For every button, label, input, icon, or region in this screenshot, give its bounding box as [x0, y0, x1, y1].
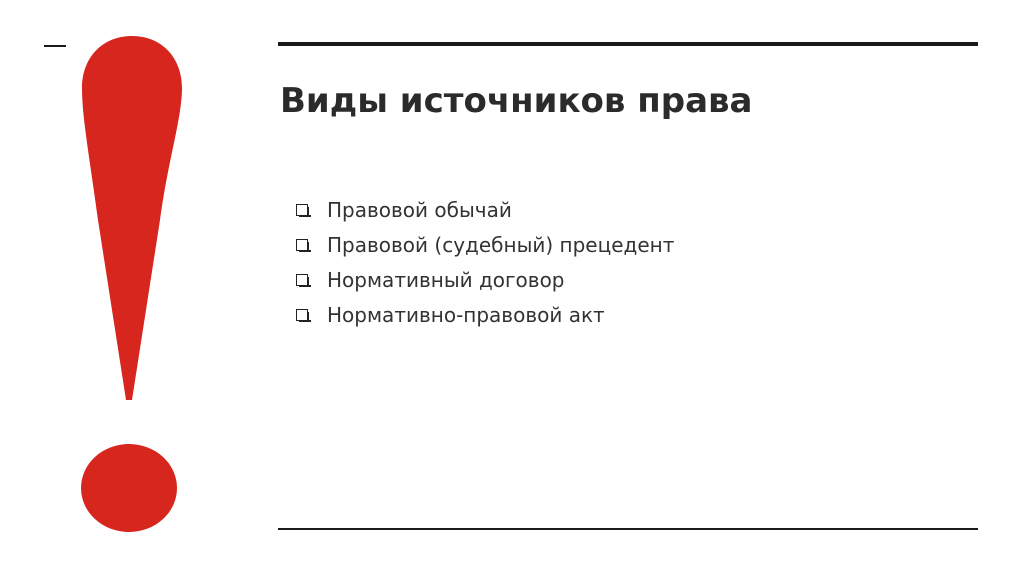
bottom-rule	[278, 528, 978, 530]
exclamation-bar	[82, 36, 182, 400]
checkbox-icon	[296, 274, 308, 286]
list-item-label: Правовой обычай	[327, 197, 512, 222]
sources-list	[296, 192, 674, 332]
exclamation-dot	[81, 444, 177, 532]
list-item	[296, 262, 674, 297]
top-rule	[278, 42, 978, 46]
list-item-label: Нормативно-правовой акт	[327, 302, 605, 327]
checkbox-icon	[296, 309, 308, 321]
checkbox-icon	[296, 204, 308, 216]
list-item-label: Правовой (судебный) прецедент	[327, 232, 675, 257]
list-item	[296, 297, 674, 332]
slide-title: Виды источников права	[280, 81, 753, 121]
exclamation-mark-icon	[0, 0, 260, 574]
list-item-label: Нормативный договор	[327, 267, 565, 292]
checkbox-icon	[296, 239, 308, 251]
list-item	[296, 192, 674, 227]
list-item	[296, 227, 674, 262]
